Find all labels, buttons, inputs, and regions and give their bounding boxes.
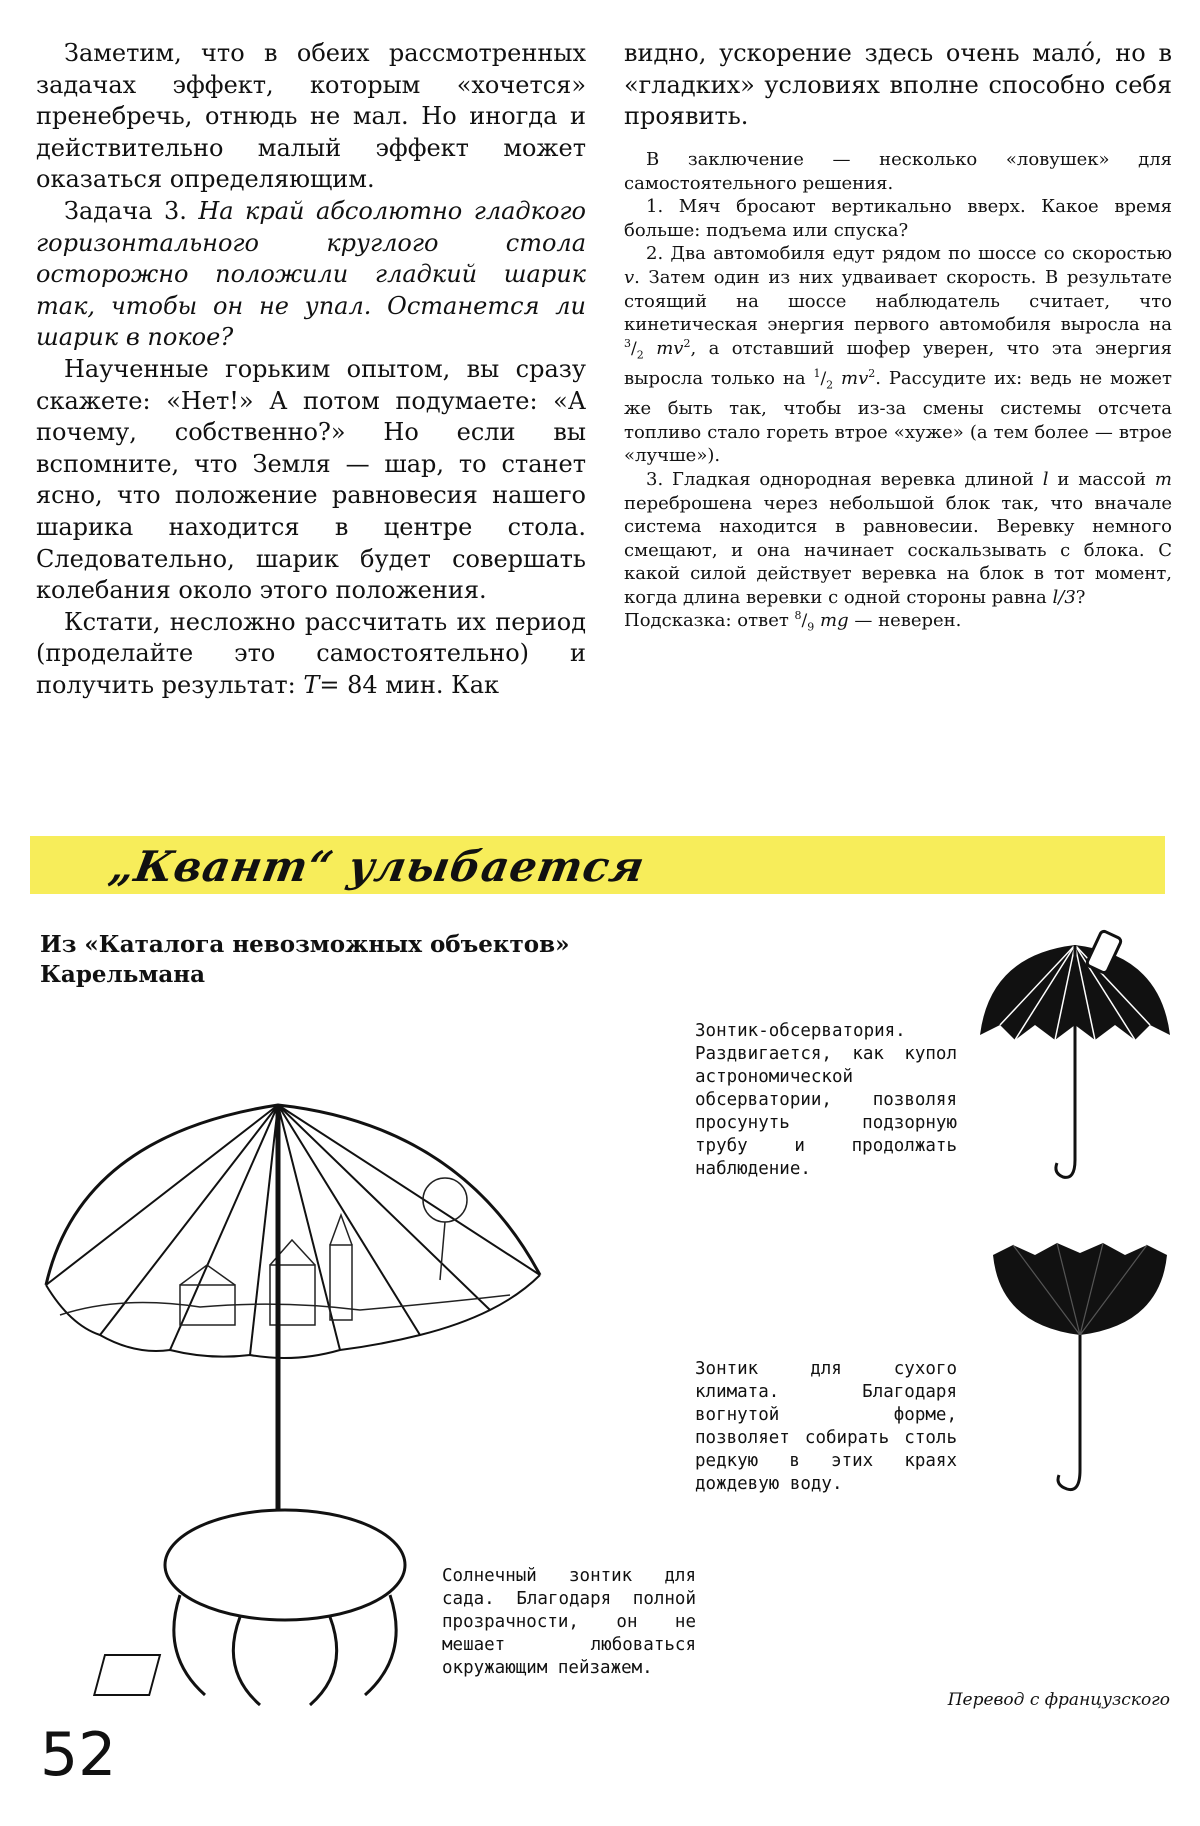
paragraph-continuation: видно, ускорение здесь очень мало́, но в «гладких» условиях вполне способно себя проявить. [624,39,1172,131]
caption-observatory-umbrella: Зонтик-обсерватория. Раздвигается, как купол астрономической обсерватории, позволяя просунуть подзорную трубу и продолжать наблюдение. [695,1021,957,1179]
translation-note: Перевод с французского [947,1690,1170,1710]
section-title: Из «Каталога невозможных объектов» Карельмана [40,931,570,988]
observatory-umbrella-illustration [975,925,1175,1185]
task3-lead: Задача 3. [64,196,187,225]
formula-T: T [303,670,320,699]
right-column-tasks [624,148,1172,640]
banner-title: „Квант“ улыбается [105,842,649,891]
paragraph-intro: Заметим, что в обеих рассмотренных задачах эффект, которым «хочется» пренебречь, отнюдь не мал. Но иногда и действительно малый эффект может оказаться определяющим. [36,39,586,194]
caption-garden-umbrella: Солнечный зонтик для сада. Благодаря полной прозрачности, он не мешает любоваться окружающим пейзажем. [442,1566,696,1678]
left-column [36,38,586,701]
hint: Подсказка: ответ $^8/_9$ mg — неверен. [624,609,962,635]
task-3: 3. Гладкая однородная веревка длиной l и массой m переброшена через небольшой блок так, что вначале система находится в равновесии. Веревку немного смещают, и она начинает соскальзывать с блока. С какой силой действует веревка на блок в тот момент, когда длина веревки с одной стороны равна l/3? [624,468,1172,608]
paragraph-period: Кстати, несложно рассчитать их период (проделайте это самостоятельно) и получить результат: T= 84 мин. Как [36,607,586,699]
kvant-smiles-banner [30,836,1165,894]
right-column-top [624,38,1172,133]
caption-dry-climate-umbrella: Зонтик для сухого климата. Благодаря вогнутой форме, позволяет собирать столь редкую в этих краях дождевую воду. [695,1359,957,1494]
page-number: 52 [40,1720,117,1790]
dry-climate-umbrella-illustration [985,1225,1175,1505]
tasks-intro: В заключение — несколько «ловушек» для самостоятельного решения. [624,149,1172,194]
task-2: 2. Два автомобиля едут рядом по шоссе со скоростью v. Затем один из них удваивает скорость. В результате стоящий на шоссе наблюдатель считает, что кинетическая энергия первого автомобиля выросла на $^3/_2$ $mv^2$, а отставший шофер уверен, что эта энергия выросла только на $^1/_2$ $mv^2$. Рассудите их: ведь не может же быть так, чтобы из-за смены системы отсчета топливо стало гореть втрое «хуже» (а тем более — втрое «лучше»). [624,243,1172,467]
task-1: 1. Мяч бросают вертикально вверх. Какое время больше: подъема или спуска? [624,196,1172,241]
task3-statement: На край абсолютно гладкого горизонтального круглого стола осторожно положили гладкий шарик так, чтобы он не упал. Останется ли шарик в покое? [36,196,586,352]
paragraph-answer: Наученные горьким опытом, вы сразу скажете: «Нет!» А потом подумаете: «А почему, собственно?» Но если вы вспомните, что Земля — шар, то станет ясно, что положение равновесия нашего шарика находится в центре стола. Следовательно, шарик будет совершать колебания около этого положения. [36,354,586,605]
paragraph-task3 [36,196,586,354]
